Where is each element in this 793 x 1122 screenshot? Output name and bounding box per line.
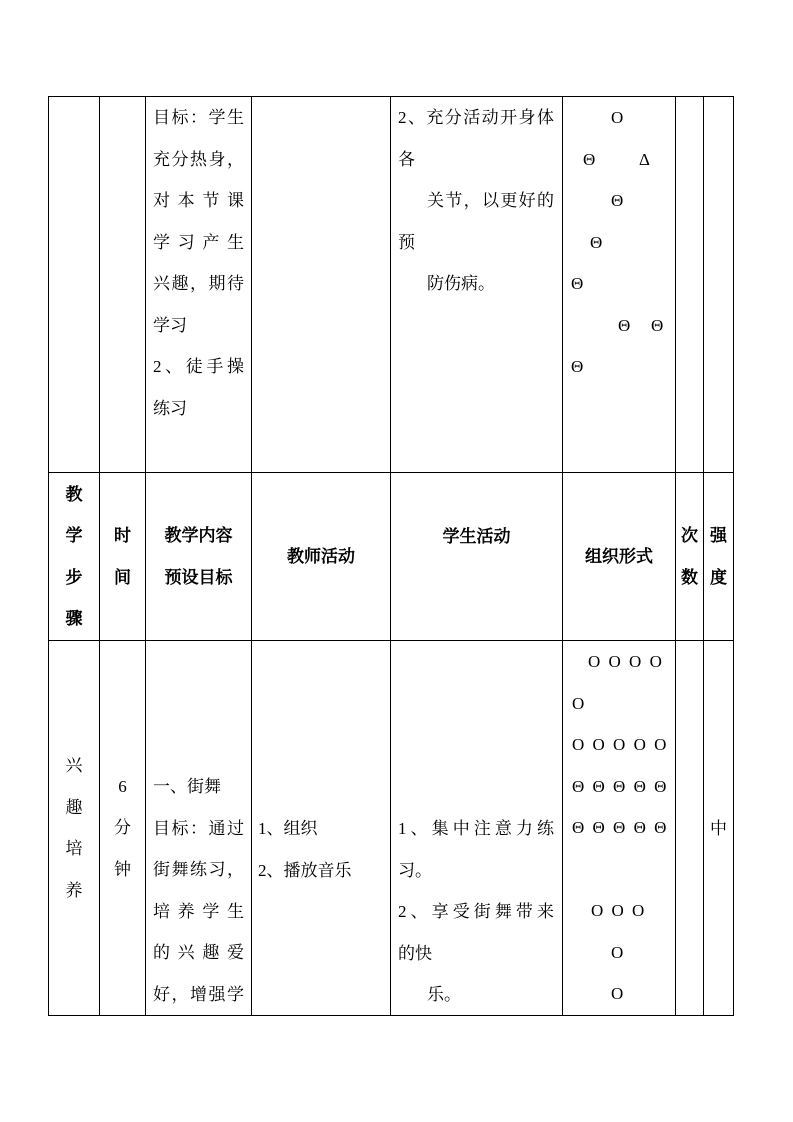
header-step-char: 骤 <box>65 609 83 628</box>
section-teacher-line: 1、组织 <box>258 819 318 838</box>
section-step-char: 趣 <box>65 797 83 817</box>
section-teacher <box>252 641 391 1016</box>
header-intensity-char: 强 <box>710 526 727 545</box>
section-time-char: 分 <box>114 818 131 838</box>
header-content-line: 教学内容 <box>164 526 233 545</box>
header-organization <box>563 473 676 641</box>
content-line: 练习 <box>153 398 187 418</box>
section-content-line: 目标：通过 <box>153 818 244 838</box>
formation-line <box>563 97 675 139</box>
section-content-line: 一、街舞 <box>153 777 221 796</box>
header-teacher <box>252 473 391 641</box>
formation-symbol: Δ <box>639 149 650 169</box>
formation-line <box>563 139 675 181</box>
intensity-cell-continued <box>704 97 734 473</box>
header-count-char: 数 <box>681 567 698 587</box>
header-organization-label: 组织形式 <box>585 546 653 566</box>
section-student-line: 2、享受街舞带来 <box>398 902 554 921</box>
header-content-line: 预设目标 <box>164 567 233 587</box>
formation-line: O O O O O <box>572 735 667 754</box>
formation-line: O <box>611 984 624 1003</box>
section-time-char: 钟 <box>114 859 131 879</box>
formation-line <box>563 180 675 222</box>
formation-line: O O O <box>591 901 645 920</box>
lesson-plan-table <box>48 96 734 1016</box>
content-cell-continued <box>146 97 252 473</box>
section-content-line: 街舞练习， <box>153 860 244 879</box>
section-step-char: 培 <box>65 839 83 858</box>
formation-symbol: Θ <box>571 357 584 376</box>
formation-line: Θ Θ Θ Θ Θ <box>572 776 667 796</box>
section-intensity <box>704 641 734 1016</box>
header-count <box>676 473 704 641</box>
formation-line: Θ Θ Θ Θ Θ <box>572 818 667 837</box>
header-intensity <box>704 473 734 641</box>
section-count <box>676 641 704 1016</box>
content-line: 学习 <box>153 315 187 335</box>
step-cell-continued <box>49 97 100 473</box>
section-content-line: 培养学生 <box>153 901 244 921</box>
student-line: 关节，以更好的 <box>427 191 554 210</box>
formation-spacer <box>563 849 675 891</box>
content-line: 兴趣，期待 <box>153 274 244 293</box>
content-line: 充分热身， <box>153 149 244 169</box>
content-line: 2、徒手操 <box>153 357 244 376</box>
formation-symbol: O <box>611 108 624 127</box>
formation-line: O <box>572 693 585 713</box>
formation-line <box>563 305 675 347</box>
header-step-char: 学 <box>65 526 83 545</box>
content-line: 目标：学生 <box>153 108 244 127</box>
formation-symbol: Θ <box>590 232 603 252</box>
section-student-line: 习。 <box>398 860 432 880</box>
header-time-char: 时 <box>114 526 131 545</box>
header-teacher-label: 教师活动 <box>287 546 355 566</box>
section-content-line: 的兴趣爱 <box>153 943 244 962</box>
section-step-char: 兴 <box>65 756 83 775</box>
section-time-char: 6 <box>118 776 127 796</box>
student-cell-continued <box>391 97 563 473</box>
section-formation <box>563 641 676 1016</box>
time-cell-continued <box>100 97 146 473</box>
section-time <box>100 641 146 1016</box>
header-count-char: 次 <box>681 526 698 545</box>
formation-line <box>563 263 675 305</box>
formation-symbol: Θ <box>583 149 596 169</box>
section-student-line: 乐。 <box>427 985 461 1004</box>
header-step-char: 步 <box>65 567 83 587</box>
header-student-label: 学生活动 <box>442 527 511 546</box>
section-teacher-line: 2、播放音乐 <box>258 860 352 880</box>
section-student-line: 的快 <box>398 943 432 963</box>
teacher-cell-continued <box>252 97 391 473</box>
section-content-line: 好，增强学 <box>153 984 244 1004</box>
student-line: 各 <box>398 149 415 169</box>
student-line: 防伤病。 <box>427 274 495 293</box>
formation-line: O O O O <box>588 652 662 671</box>
student-line: 2、充分活动开身体 <box>398 108 554 127</box>
section-intensity-value: 中 <box>710 819 727 838</box>
header-step-char: 教 <box>65 484 83 504</box>
section-step-char: 养 <box>65 880 83 900</box>
header-time <box>100 473 146 641</box>
formation-cell-continued <box>563 97 676 473</box>
section-content <box>146 641 252 1016</box>
formation-symbol: Θ <box>618 315 631 335</box>
content-line: 对本节课 <box>153 191 244 210</box>
formation-symbol: Θ <box>611 191 624 210</box>
formation-line: O <box>611 942 624 962</box>
header-time-char: 间 <box>114 567 131 587</box>
header-student <box>391 473 563 641</box>
content-line: 学习产生 <box>153 232 244 252</box>
formation-symbol: Θ <box>651 315 664 335</box>
student-line: 预 <box>398 232 415 252</box>
section-step <box>49 641 100 1016</box>
formation-line <box>563 346 675 388</box>
formation-line <box>563 222 675 264</box>
header-content <box>146 473 252 641</box>
formation-symbol: Θ <box>571 274 584 293</box>
header-intensity-char: 度 <box>710 567 727 587</box>
section-student-line: 1、集中注意力练 <box>398 819 554 838</box>
count-cell-continued <box>676 97 704 473</box>
section-student <box>391 641 563 1016</box>
header-step <box>49 473 100 641</box>
